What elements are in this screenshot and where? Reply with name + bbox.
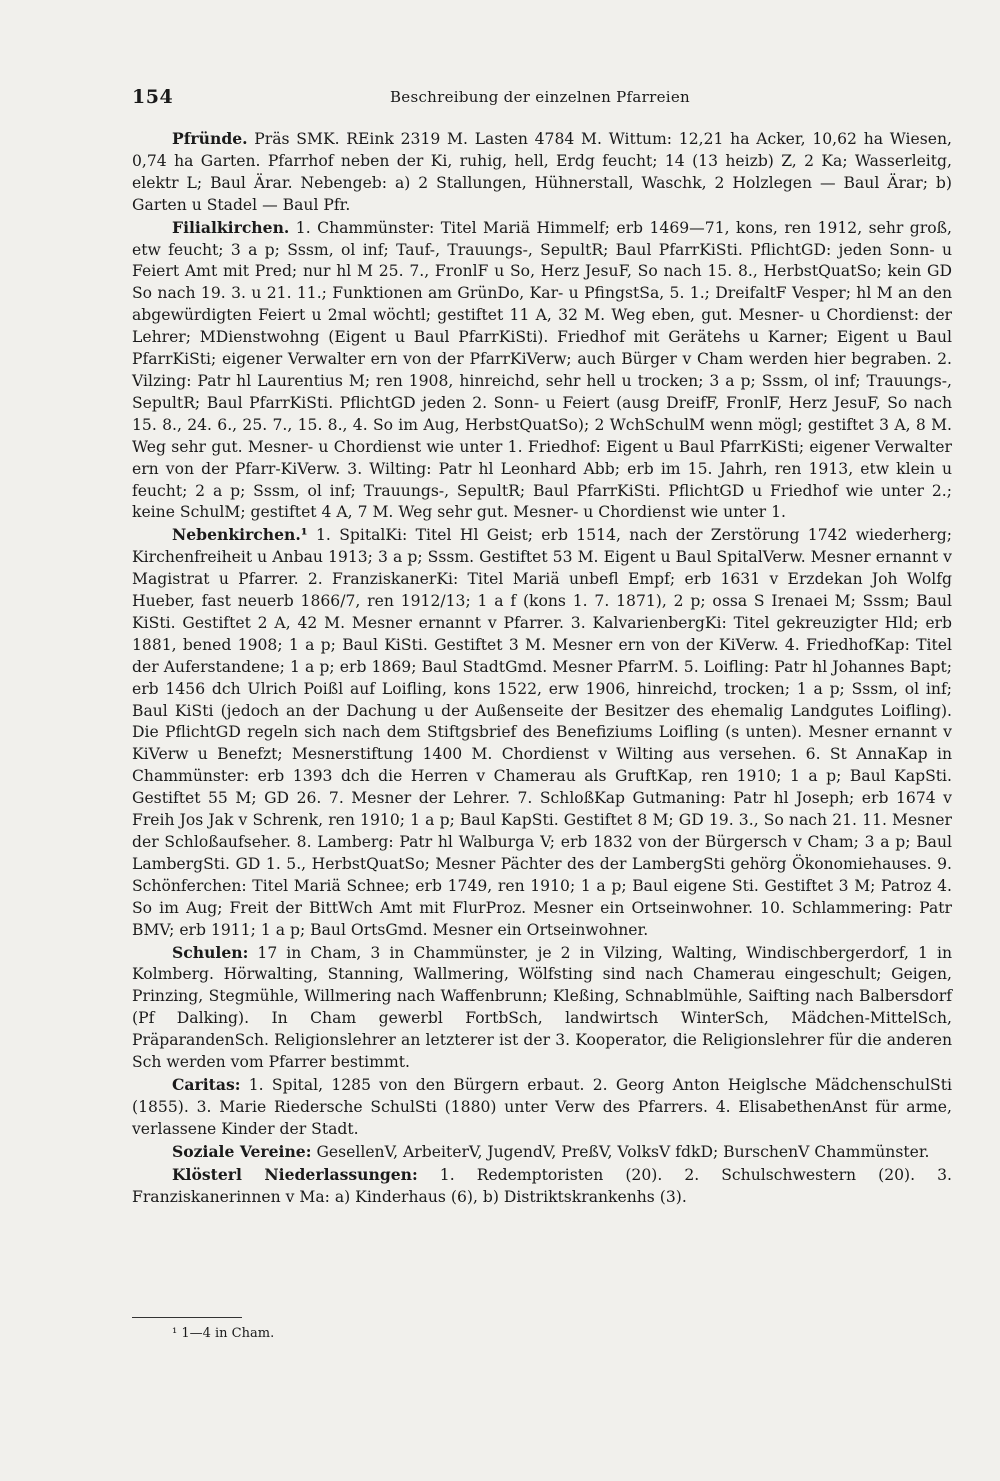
section-text: 1. Redemptoristen (20). 2. Schulschwestern (20). 3. Franziskanerinnen v Ma: a) Kinderhaus (6), b) Distriktskrankenhs (3). xyxy=(132,1165,952,1206)
page-header xyxy=(132,86,948,116)
section-heading: Pfründe. xyxy=(172,129,248,148)
section-filialkirchen xyxy=(132,217,952,525)
section-soziale-vereine xyxy=(132,1141,952,1164)
footnote: ¹ 1—4 in Cham. xyxy=(172,1326,275,1341)
body-text xyxy=(132,128,952,1208)
section-text: GesellenV, ArbeiterV, JugendV, PreßV, VolksV fdkD; BurschenV Chammünster. xyxy=(311,1142,930,1161)
footnote-divider xyxy=(132,1317,242,1318)
section-heading: Caritas: xyxy=(172,1074,241,1094)
section-heading: Klösterl Niederlassungen: xyxy=(172,1164,418,1184)
section-text: 1. SpitalKi: Titel Hl Geist; erb 1514, nach der Zerstörung 1742 wiederherg; Kirchenfreiheit u Anbau 1913; 3 a p; Sssm. Gestiftet 53 M. Eigent u Baul SpitalVerw. Mesner ernannt v Magistrat u Pfarrer. 2. FranziskanerKi: Titel Mariä unbefl Empf; erb 1631 v Erzdekan Joh Wolfg Hueber, fast neuerb 1866/7, ren 1912/13; 1 a f (kons 1. 7. 1871), 2 p; ossa S Irenaei M; Sssm; Baul KiSti. Gestiftet 2 A, 42 M. Mesner ernannt v Pfarrer. 3. KalvarienbergKi: Titel gekreuzigter Hld; erb 1881, bened 1908; 1 a p; Baul KiSti. Gestiftet 3 M. Mesner ern von der KiVerw. 4. FriedhofKap: Titel der Auferstandene; 1 a p; erb 1869; Baul StadtGmd. Mesner PfarrM. 5. Loifling: Patr hl Johannes Bapt; erb 1456 dch Ulrich Poißl auf Loifling, kons 1522, erw 1906, hinreichd, trocken; 1 a p; Sssm, ol inf; Baul KiSti (jedoch an der Dachung u der Außenseite der Besitzer des ehemalig Landgutes Loifling). Die PflichtGD regeln sich nach dem Stiftgsbrief des Benefiziums Loifling (s unten). Mesner ernannt v KiVerw u Benefzt; Mesnerstiftung 1400 M. Chordienst v Wilting aus versehen. 6. St AnnaKap in Chammünster: erb 1393 dch die Herren v Chamerau als GruftKap, ren 1910; 1 a p; Baul KapSti. Gestiftet 55 M; GD 26. 7. Mesner der Lehrer. 7. SchloßKap Gutmaning: Patr hl Joseph; erb 1674 v Freih Jos Jak v Schrenk, ren 1910; 1 a p; Baul KapSti. Gestiftet 8 M; GD 19. 3., So nach 21. 11. Mesner der Schloßaufseher. 8. Lamberg: Patr hl Walburga V; erb 1832 von der Bürgersch v Cham; 3 a p; Baul LambergSti. GD 1. 5., HerbstQuatSo; Mesner Pächter des der LambergSti gehörg Ökonomiehauses. 9. Schönferchen: Titel Mariä Schnee; erb 1749, ren 1910; 1 a p; Baul eigene Sti. Gestiftet 3 M; Patroz 4. So im Aug; Freit der BittWch Amt mit FlurProz. Mesner ein Ortseinwohner. 10. Schlammering: Patr BMV; erb 1911; 1 a p; Baul OrtsGmd. Mesner ein Ortseinwohner. xyxy=(132,526,952,939)
section-heading: Filialkirchen. xyxy=(172,217,290,237)
running-head: Beschreibung der einzelnen Pfarreien xyxy=(389,88,691,106)
section-niederlassungen xyxy=(132,1164,952,1209)
section-schulen xyxy=(132,942,952,1074)
section-nebenkirchen xyxy=(132,524,952,941)
section-heading: Soziale Vereine: xyxy=(172,1141,312,1161)
section-heading: Schulen: xyxy=(172,942,249,962)
section-caritas xyxy=(132,1074,952,1141)
section-text: 17 in Cham, 3 in Chammünster, je 2 in Vilzing, Walting, Windischbergerdorf, 1 in Kolmberg. Hörwalting, Stanning, Wallmering, Wölfsting sind nach Chamerau eingeschult; Geigen, Prinzing, Stegmühle, Willmering nach Waffenbrunn; Kleßing, Schnablmühle, Saifting nach Balbersdorf (Pf Dalking). In Cham gewerbl FortbSch, landwirtsch WinterSch, Mädchen-MittelSch, PräparandenSch. Religionslehrer an letzterer ist der 3. Kooperator, die Religionslehrer für die anderen Sch werden vom Pfarrer bestimmt. xyxy=(132,943,952,1072)
page-number: 154 xyxy=(132,86,174,108)
section-text: 1. Chammünster: Titel Mariä Himmelf; erb 1469—71, kons, ren 1912, sehr groß, etw feucht; 3 a p; Sssm, ol inf; Tauf-, Trauungs-, SepultR; Baul PfarrKiSti. PflichtGD: jeden Sonn- u Feiert Amt mit Pred; nur hl M 25. 7., FronlF u So, Herz JesuF, So nach 15. 8., HerbstQuatSo; kein GD So nach 19. 3. u 21. 11.; Funktionen am GrünDo, Kar- u PfingstSa, 5. 1.; DreifaltF Vesper; hl M an den abgewürdigten Feiert u 2mal wöchtl; gestiftet 11 A, 32 M. Weg eben, gut. Mesner- u Chordienst: der Lehrer; MDienstwohng (Eigent u Baul PfarrKiSti). Friedhof mit Gerätehs u Karner; Eigent u Baul PfarrKiSti; eigener Verwalter ern von der PfarrKiVerw; auch Bürger v Cham werden hier begraben. 2. Vilzing: Patr hl Laurentius M; ren 1908, hinreichd, sehr hell u trocken; 3 a p; Sssm, ol inf; Trauungs-, SepultR; Baul PfarrKiSti. PflichtGD jeden 2. Sonn- u Feiert (ausg DreifF, FronlF, Herz JesuF, So nach 15. 8., 24. 6., 25. 7., 15. 8., 4. So im Aug, HerbstQuatSo); 2 WchSchulM wenn mögl; gestiftet 3 A, 8 M. Weg sehr gut. Mesner- u Chordienst wie unter 1. Friedhof: Eigent u Baul PfarrKiSti; eigener Verwalter ern von der Pfarr-KiVerw. 3. Wilting: Patr hl Leonhard Abb; erb im 15. Jahrh, ren 1913, etw klein u feucht; 2 a p; Sssm, ol inf; Trauungs-, SepultR; Baul PfarrKiSti. PflichtGD u Friedhof wie unter 2.; keine SchulM; gestiftet 4 A, 7 M. Weg sehr gut. Mesner- u Chordienst wie unter 1. xyxy=(132,218,952,522)
section-text: 1. Spital, 1285 von den Bürgern erbaut. 2. Georg Anton Heiglsche MädchenschulSti (1855). 3. Marie Riedersche SchulSti (1880) unter Verw des Pfarrers. 4. ElisabethenAnst für arme, verlassene Kinder der Stadt. xyxy=(132,1075,952,1138)
section-heading: Nebenkirchen.¹ xyxy=(172,525,308,545)
section-pfruende xyxy=(132,128,952,217)
section-text: Präs SMK. REink 2319 M. Lasten 4784 M. Wittum: 12,21 ha Acker, 10,62 ha Wiesen, 0,74 ha Garten. Pfarrhof neben der Ki, ruhig, hell, Erdg feucht; 14 (13 heizb) Z, 2 Ka; Wasserleitg, elektr L; Baul Ärar. Nebengeb: a) 2 Stallungen, Hühnerstall, Waschk, 2 Holzlegen — Baul Ärar; b) Garten u Stadel — Baul Pfr. xyxy=(132,130,952,214)
